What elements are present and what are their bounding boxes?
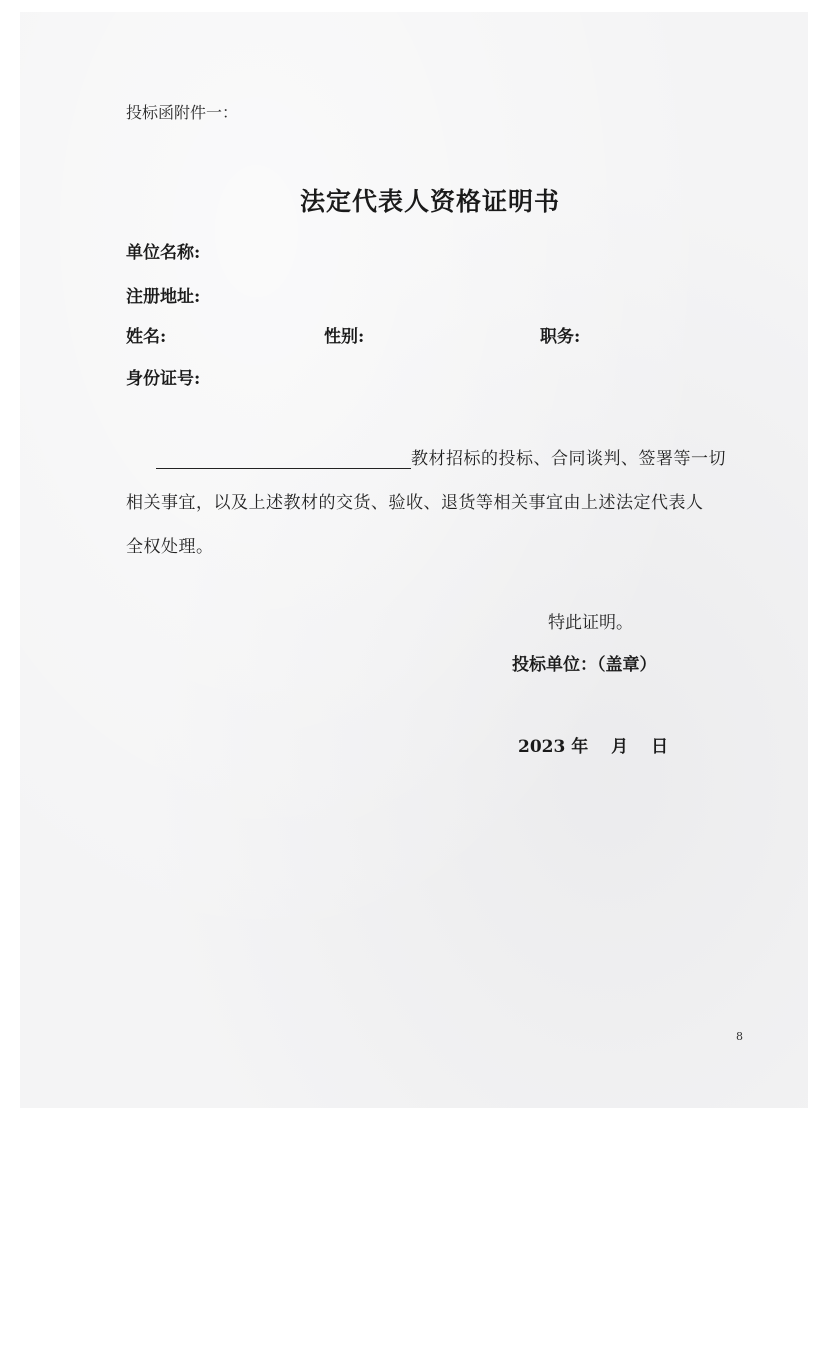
- blank-underline: [156, 450, 411, 469]
- address-label: 注册地址:: [126, 287, 201, 307]
- body-line-3: 全权处理。: [126, 537, 214, 557]
- gender-label: 性别:: [324, 327, 365, 347]
- body-text-1: 教材招标的投标、合同谈判、签署等一切: [411, 449, 726, 469]
- bidder-seal-label: 投标单位：（盖章）: [512, 655, 657, 675]
- scanned-page: [20, 12, 808, 1108]
- position-label: 职务:: [540, 327, 581, 347]
- name-label: 姓名:: [126, 327, 167, 347]
- document-title: 法定代表人资格证明书: [299, 187, 560, 216]
- body-line-1: [126, 444, 726, 469]
- attachment-label: 投标函附件一：: [126, 103, 239, 122]
- body-line-2: 相关事宜，以及上述教材的交货、验收、退货等相关事宜由上述法定代表人: [126, 493, 704, 513]
- certify-text: 特此证明。: [548, 613, 633, 633]
- id-number-label: 身份证号:: [126, 369, 201, 389]
- unit-name-label: 单位名称:: [126, 243, 201, 263]
- date-line: 2023 年 月 日: [518, 737, 669, 757]
- page-number: 8: [736, 1030, 743, 1043]
